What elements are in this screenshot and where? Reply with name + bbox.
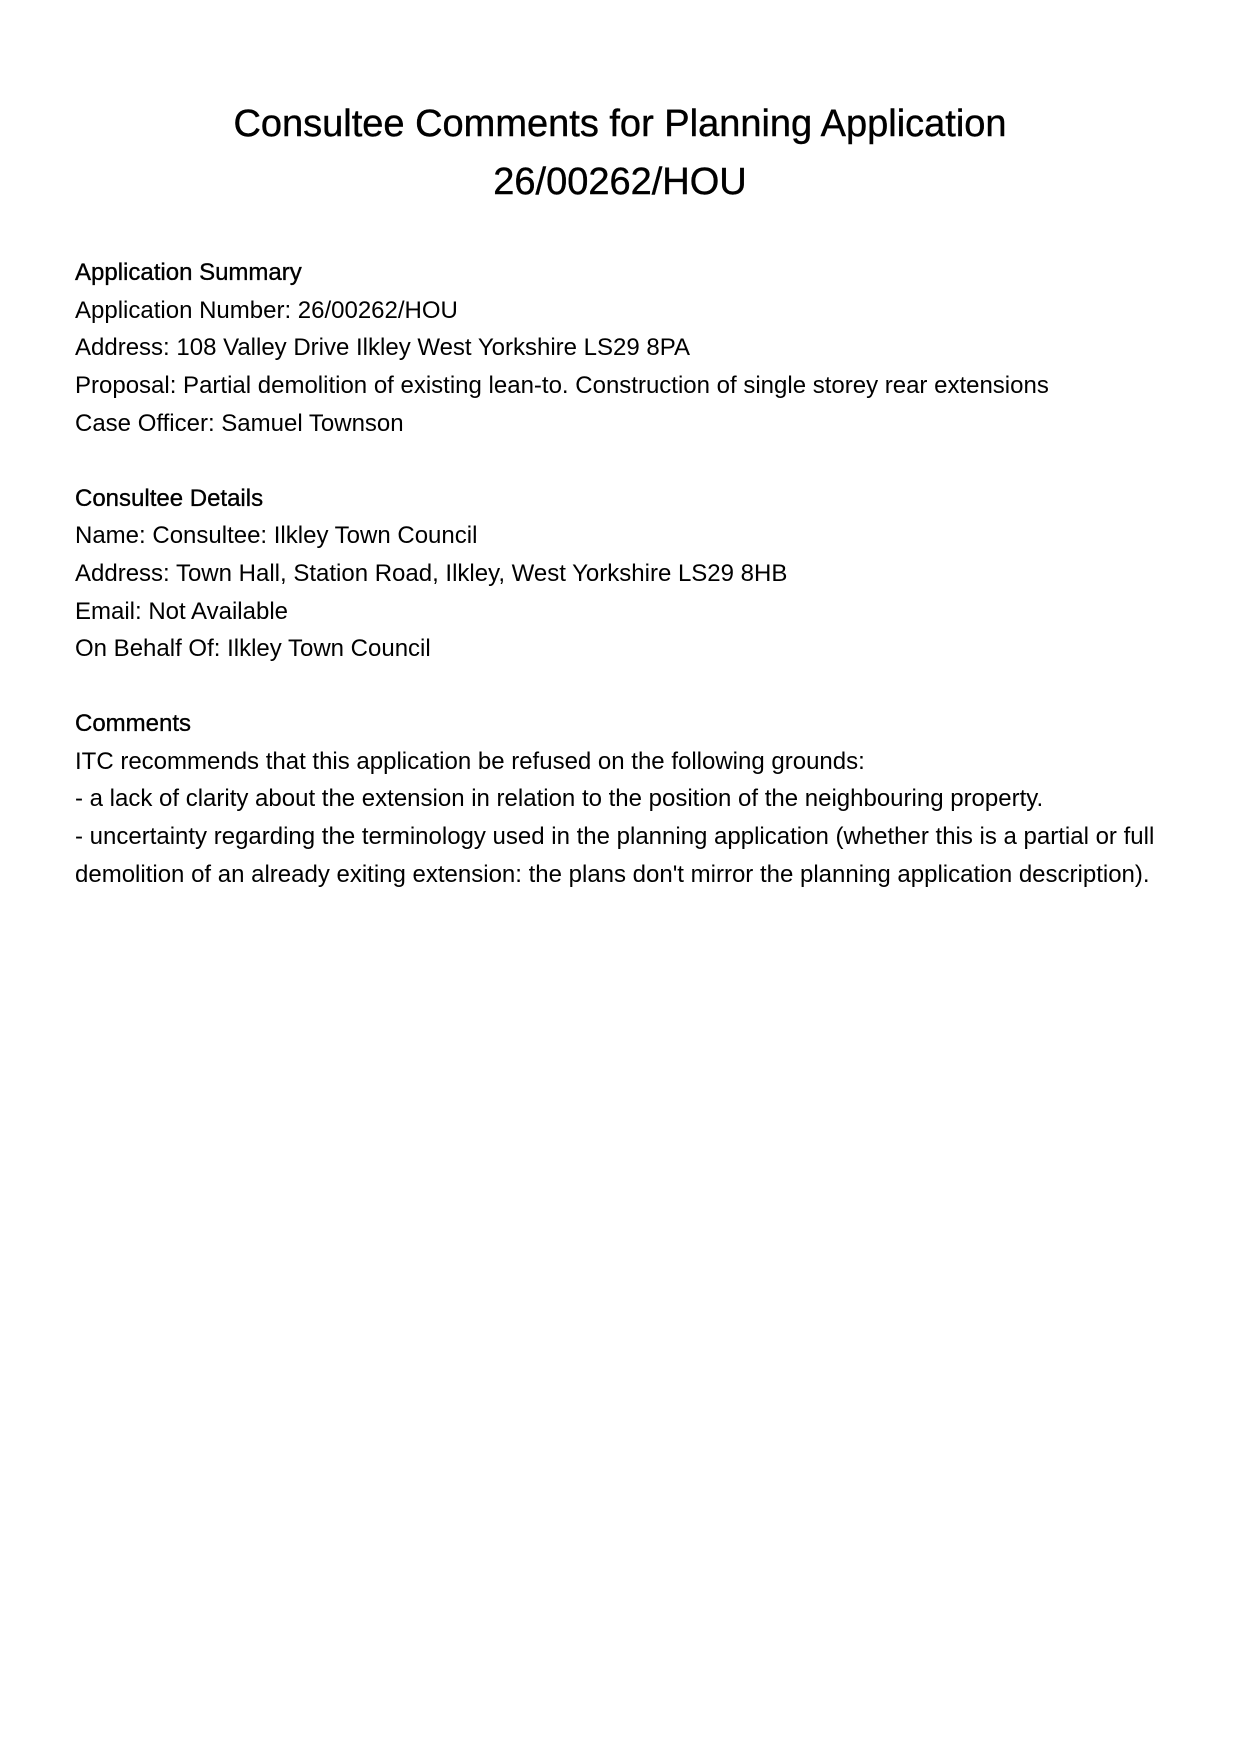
document-body <box>75 254 1175 931</box>
page-title <box>100 95 1140 211</box>
comments-heading: Comments <box>75 710 192 738</box>
application-proposal: Proposal: Partial demolition of existing lean-to. Construction of single storey rear extensions <box>75 372 1049 400</box>
application-address: Address: 108 Valley Drive Ilkley West Yorkshire LS29 8PA <box>75 334 690 362</box>
application-summary-heading: Application Summary <box>75 259 302 286</box>
comments-point-1: - a lack of clarity about the extension in relation to the position of the neighbouring property. <box>75 785 1044 813</box>
page-title-line2: 26/00262/HOU <box>493 161 747 203</box>
consultee-details-heading: Consultee Details <box>75 484 264 512</box>
consultee-on-behalf-of: On Behalf Of: Ilkley Town Council <box>75 635 431 663</box>
comments-section <box>75 705 1175 894</box>
consultee-name: Name: Consultee: Ilkley Town Council <box>75 522 478 550</box>
page-title-line1: Consultee Comments for Planning Application <box>233 103 1007 145</box>
consultee-details-section <box>75 480 1175 669</box>
consultee-email: Email: Not Available <box>75 597 288 625</box>
comments-intro: ITC recommends that this application be refused on the following grounds: <box>75 747 865 775</box>
case-officer: Case Officer: Samuel Townson <box>75 409 404 437</box>
comments-point-2: - uncertainty regarding the terminology used in the planning application (whether this is a partial or full demolition of an already exiting extension: the plans don't mirror the planning application description). <box>75 823 1155 888</box>
consultee-address: Address: Town Hall, Station Road, Ilkley, West Yorkshire LS29 8HB <box>75 559 788 587</box>
application-summary-section <box>75 254 1175 443</box>
application-number: Application Number: 26/00262/HOU <box>75 296 458 324</box>
